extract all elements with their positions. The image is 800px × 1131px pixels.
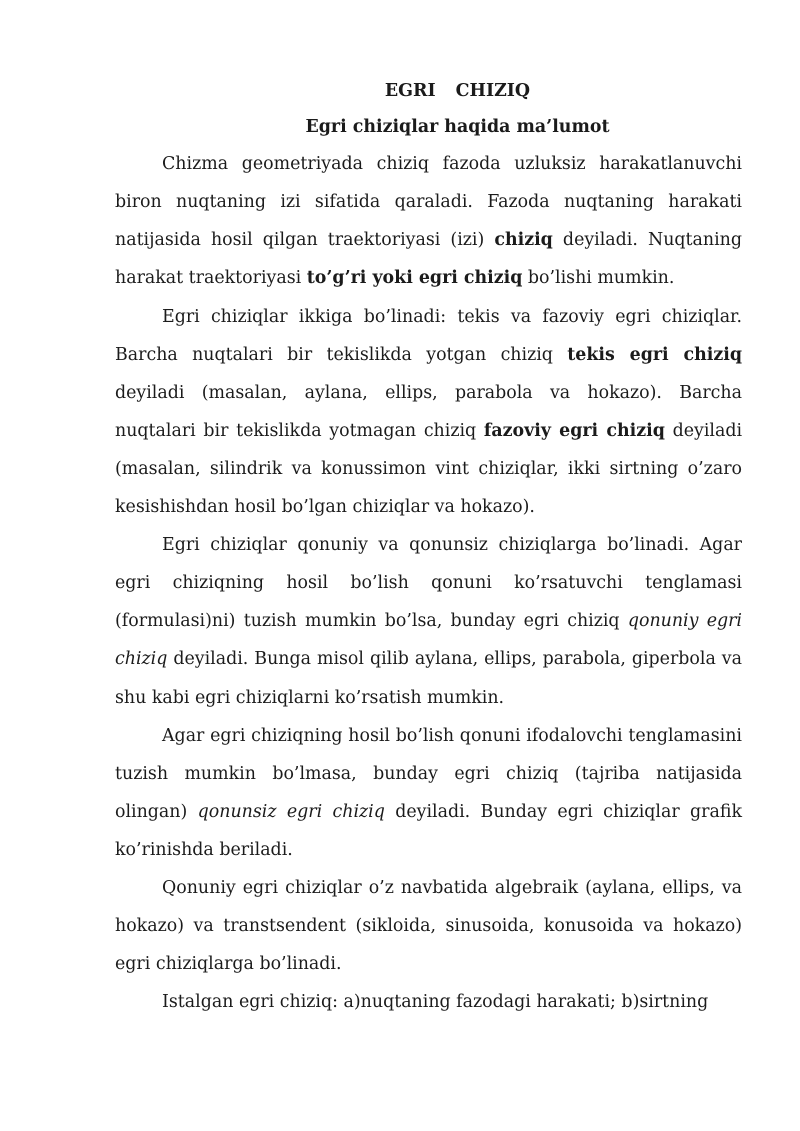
paragraph-text: Egri chiziqlar ikkiga bo’linadi: tekis va fazoviy egri chiziqlar. Barcha nuqtalari bir tekislikda yotgan chiziq bbox=[115, 306, 742, 365]
paragraph-any-curve bbox=[115, 983, 742, 1021]
paragraph-text: Agar egri chiziqning hosil bo’lish qonuni ifodalovchi tenglamasini tuzish mumkin bo’lmasa, bunday egri chiziq (tajriba natijasida olingan) bbox=[115, 725, 742, 822]
paragraph-text: Istalgan egri chiziq: a)nuqtaning fazodagi harakati; b)sirtning bbox=[162, 992, 709, 1013]
paragraph-text: bo’lishi mumkin. bbox=[522, 268, 675, 289]
paragraph-text: deyiladi. Bunga misol qilib aylana, ellips, parabola, giperbola va shu kabi egri chiziqlarni ko’rsatish mumkin. bbox=[115, 649, 742, 708]
italic-term: qonuniy egri chiziq bbox=[115, 611, 742, 670]
paragraph-algebraic bbox=[115, 869, 742, 983]
paragraph-text: deyiladi (masalan, aylana, ellips, parabola va hokazo). Barcha nuqtalari bir tekislikda yotmagan chiziq bbox=[115, 382, 742, 441]
paragraph-types bbox=[115, 298, 742, 527]
bold-term: fazoviy egri chiziq bbox=[483, 420, 665, 441]
paragraph-irregular-curves bbox=[115, 717, 742, 869]
bold-term: chiziq bbox=[494, 230, 553, 251]
paragraph-text: Egri chiziqlar qonuniy va qonunsiz chiziqlarga bo’linadi. Agar egri chiziqning hosil bo’lish qonuni ko’rsatuvchi tenglamasi (formulasi)ni) tuzish mumkin bo’lsa, bunday egri chiziq bbox=[115, 535, 742, 632]
paragraph-text: deyiladi (masalan, silindrik va konussimon vint chiziqlar, ikki sirtning o’zaro kesishishdan hosil bo’lgan chiziqlar va hokazo). bbox=[115, 420, 743, 518]
paragraph-text: Qonuniy egri chiziqlar o’z navbatida algebraik (aylana, ellips, va hokazo) va transtsendent (sikloida, sinusoida, konusoida va hokazo) egri chiziqlarga bo’linadi. bbox=[115, 877, 742, 975]
document-subtitle: Egri chiziqlar haqida ma’lumot bbox=[305, 117, 610, 138]
paragraph-text: deyiladi. Nuqtaning harakat traektoriyasi bbox=[115, 230, 742, 289]
paragraph-text: deyiladi. Bunday egri chiziqlar grafik ko’rinishda beriladi. bbox=[115, 801, 742, 860]
document-page bbox=[115, 72, 742, 1021]
paragraph-definition bbox=[115, 145, 742, 297]
italic-term: qonunsiz egri chiziq bbox=[197, 801, 385, 822]
paragraph-text: Chizma geometriyada chiziq fazoda uzluksiz harakatlanuvchi biron nuqtaning izi sifatida qaraladi. Fazoda nuqtaning harakati natijasida hosil qilgan traektoriyasi (izi) bbox=[115, 154, 742, 251]
document-title: EGRI CHIZIQ bbox=[384, 81, 531, 101]
bold-term: tekis egri chiziq bbox=[567, 344, 742, 365]
bold-term: to’g’ri yoki egri chiziq bbox=[306, 268, 523, 289]
paragraph-regular-curves bbox=[115, 526, 742, 716]
